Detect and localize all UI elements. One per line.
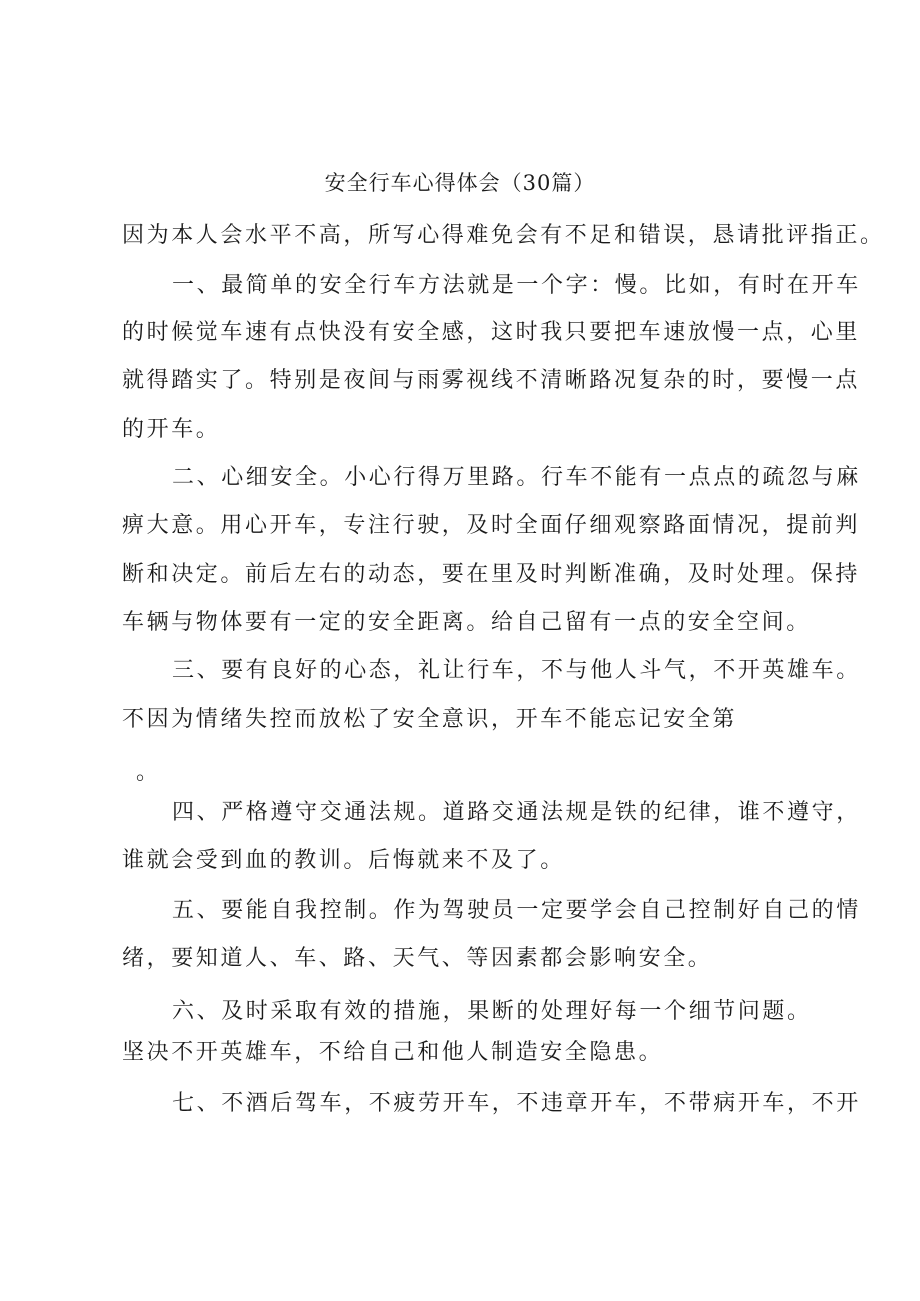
document-title: 安全行车心得体会（30篇）: [324, 171, 596, 195]
body-line-12: 。: [136, 760, 161, 785]
body-line-8: 断和决定。前后左右的动态，要在里及时判断准确，及时处理。保持: [122, 562, 861, 587]
body-line-7: 痹大意。用心开车，专注行驶，及时全面仔细观察路面情况，提前判: [122, 513, 861, 538]
body-line-9: 车辆与物体要有一定的安全距离。给自己留有一点的安全空间。: [122, 610, 811, 635]
body-line-4: 就得踏实了。特别是夜间与雨雾视线不清晰路况复杂的时，要慢一点: [122, 368, 861, 393]
body-line-10: 三、要有良好的心态，礼让行车，不与他人斗气，不开英雄车。: [172, 658, 861, 683]
body-line-11: 不因为情绪失控而放松了安全意识，开车不能忘记安全第: [122, 707, 738, 732]
body-line-6: 二、心细安全。小心行得万里路。行车不能有一点点的疏忽与麻: [172, 465, 861, 490]
body-line-15: 五、要能自我控制。作为驾驶员一定要学会自己控制好自己的情: [172, 898, 861, 923]
body-line-14: 谁就会受到血的教训。后悔就来不及了。: [122, 848, 565, 873]
body-line-3: 的时候觉车速有点快没有安全感，这时我只要把车速放慢一点，心里: [122, 320, 861, 345]
body-line-17: 六、及时采取有效的措施，果断的处理好每一个细节问题。: [172, 999, 812, 1024]
body-line-5: 的开车。: [122, 417, 221, 442]
body-line-19: 七、不酒后驾车，不疲劳开车，不违章开车，不带病开车，不开: [172, 1091, 861, 1116]
body-line-2: 一、最简单的安全行车方法就是一个字：慢。比如，有时在开车: [172, 273, 861, 298]
body-line-13: 四、严格遵守交通法规。道路交通法规是铁的纪律，谁不遵守，: [172, 800, 861, 825]
body-line-18: 坚决不开英雄车，不给自己和他人制造安全隐患。: [122, 1040, 664, 1065]
body-line-1: 因为本人会水平不高，所写心得难免会有不足和错误，恳请批评指正。: [122, 223, 885, 248]
body-line-16: 绪，要知道人、车、路、天气、等因素都会影响安全。: [122, 946, 713, 971]
